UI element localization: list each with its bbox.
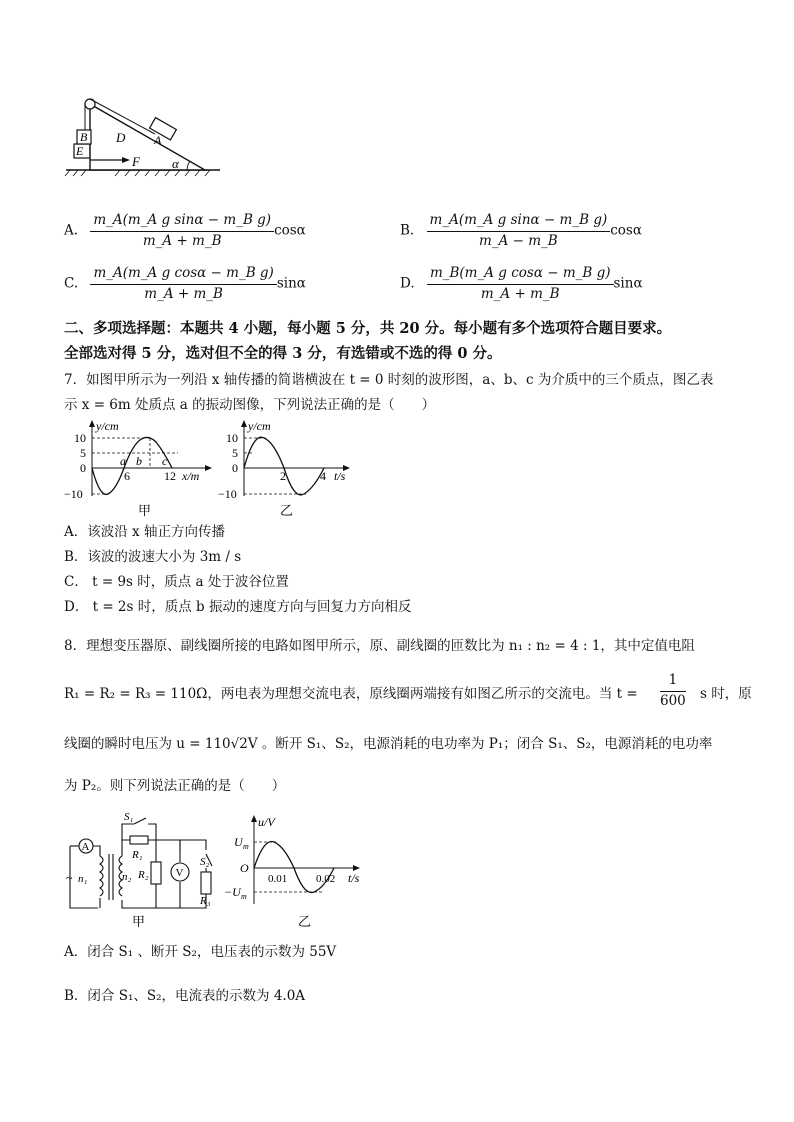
yi-ylabel: y/cm bbox=[248, 419, 271, 433]
label-f: F bbox=[132, 154, 140, 169]
jia-ylabel: y/cm bbox=[96, 419, 119, 433]
point-c: c bbox=[162, 454, 168, 468]
r2-label: R₂ bbox=[138, 869, 149, 881]
yi-ytick-10: 10 bbox=[226, 431, 238, 445]
um-subscript: m bbox=[243, 842, 249, 851]
jia-xtick-6: 6 bbox=[124, 469, 130, 483]
q7-option-b[interactable]: B．该波的波速大小为 3m / s bbox=[64, 549, 242, 565]
yi-ytick-5: 5 bbox=[232, 446, 238, 460]
yi-ytick-0: 0 bbox=[232, 461, 238, 475]
circuit-caption: 甲 bbox=[132, 914, 146, 929]
t-xlabel: t/s bbox=[348, 871, 360, 885]
yi-ytick-neg10: −10 bbox=[218, 487, 237, 501]
resistor-r1 bbox=[130, 836, 148, 844]
incline-figure bbox=[60, 92, 230, 182]
q8-stem-line1: 8．理想变压器原、副线圈所接的电路如图甲所示，原、副线圈的匝数比为 n₁ : n₂ = 4 : 1，其中定值电阻 bbox=[64, 638, 695, 654]
label-alpha: α bbox=[172, 156, 179, 171]
q8-option-a[interactable]: A．闭合 S₁ 、断开 S₂，电压表的示数为 55V bbox=[64, 944, 337, 960]
q7-figure-yi bbox=[218, 418, 362, 518]
jia-xtick-12: 12 bbox=[164, 469, 176, 483]
q7-stem-line2: 示 x = 6m 处质点 a 的振动图像，下列说法正确的是（ ） bbox=[64, 397, 436, 413]
neg-um-subscript: m bbox=[241, 892, 247, 901]
q6-option-c[interactable]: C. $\frac{\text{m\_A(m\_A g cosα − m\_B g)}}{m\_A + m\_B}$ sinα bbox=[64, 265, 306, 302]
um-label: U bbox=[234, 835, 243, 849]
q8-stem-line4: 为 P₂。则下列说法正确的是（ ） bbox=[64, 778, 286, 794]
q6-option-d[interactable]: D. $\frac{\text{m\_B(m\_A g cosα − m\_B g)}}{m\_A + m\_B}$ sinα bbox=[400, 265, 643, 302]
yi-caption: 乙 bbox=[280, 503, 294, 518]
q8-stem-line3: 线圈的瞬时电压为 u = 110√2V 。断开 S₁、S₂，电源消耗的电功率为 P₁；闭合 S₁、S₂，电源消耗的电功率 bbox=[64, 736, 713, 752]
section2-heading-1: 二、多项选择题：本题共 4 小题，每小题 5 分，共 20 分。每小题有多个选项符合题目要求。 bbox=[64, 320, 672, 337]
r1-label: R₁ bbox=[132, 849, 143, 861]
yi-xtick-4: 4 bbox=[320, 469, 326, 483]
jia-ytick-0: 0 bbox=[80, 461, 86, 475]
jia-caption: 甲 bbox=[138, 503, 152, 518]
q7-option-a[interactable]: A．该波沿 x 轴正方向传播 bbox=[64, 524, 225, 540]
point-a: a bbox=[120, 454, 126, 468]
voltage-caption: 乙 bbox=[298, 914, 312, 929]
jia-ytick-neg10: −10 bbox=[64, 487, 83, 501]
jia-xlabel: x/m bbox=[182, 469, 200, 483]
q7-figure-jia bbox=[60, 418, 220, 518]
point-b: b bbox=[136, 454, 142, 468]
xtick-002: 0.02 bbox=[316, 873, 336, 885]
origin-label: O bbox=[240, 861, 249, 875]
label-e: E bbox=[76, 144, 84, 158]
q8-stem-line2b: s 时，原 bbox=[700, 686, 752, 702]
voltmeter-label: V bbox=[175, 867, 184, 879]
label-d: D bbox=[116, 130, 126, 145]
resistor-r2 bbox=[151, 862, 161, 884]
q8-voltage-figure bbox=[224, 812, 374, 932]
q8-time-fraction: $\frac{1}{600}$ bbox=[660, 672, 686, 709]
u-ylabel: u/V bbox=[258, 815, 275, 829]
source-symbol: ~ bbox=[66, 871, 73, 885]
q7-option-d[interactable]: D． t = 2s 时，质点 b 振动的速度方向与回复力方向相反 bbox=[64, 599, 412, 615]
r3-label: R₃ bbox=[200, 895, 211, 907]
neg-um-label: −U bbox=[224, 885, 241, 899]
ammeter-label: A bbox=[81, 841, 90, 853]
s1-label: S₁ bbox=[124, 811, 134, 823]
jia-ytick-10: 10 bbox=[74, 431, 86, 445]
s2-label: S₂ bbox=[200, 856, 210, 868]
q8-circuit-figure bbox=[60, 810, 225, 935]
yi-xlabel: t/s bbox=[334, 469, 346, 483]
resistor-r3 bbox=[201, 872, 211, 894]
q6-option-a[interactable]: A. $\frac{\text{m\_A(m\_A g sinα − m\_B g)}}{m\_A + m\_B}$ cosα bbox=[64, 212, 306, 249]
jia-ytick-5: 5 bbox=[80, 446, 86, 460]
n1-label: n₁ bbox=[78, 873, 88, 885]
q6-option-b[interactable]: B. $\frac{\text{m\_A(m\_A g sinα − m\_B g)}}{m\_A - m\_B}$ cosα bbox=[400, 212, 642, 249]
q7-option-c[interactable]: C． t = 9s 时，质点 a 处于波谷位置 bbox=[64, 574, 289, 590]
label-a: A bbox=[154, 133, 162, 147]
xtick-001: 0.01 bbox=[268, 873, 288, 885]
q8-option-b[interactable]: B．闭合 S₁、S₂，电流表的示数为 4.0A bbox=[64, 988, 306, 1004]
label-b: B bbox=[80, 130, 88, 144]
q7-stem-line1: 7．如图甲所示为一列沿 x 轴传播的简谐横波在 t = 0 时刻的波形图，a、b、c 为介质中的三个质点，图乙表 bbox=[64, 372, 714, 388]
n2-label: n₂ bbox=[122, 871, 132, 883]
q8-stem-line2a: R₁ = R₂ = R₃ = 110Ω，两电表为理想交流电表，原线圈两端接有如图乙所示的交流电。当 t = bbox=[64, 686, 638, 702]
yi-xtick-2: 2 bbox=[280, 469, 286, 483]
section2-heading-2: 全部选对得 5 分，选对但不全的得 3 分，有选错或不选的得 0 分。 bbox=[64, 345, 502, 362]
